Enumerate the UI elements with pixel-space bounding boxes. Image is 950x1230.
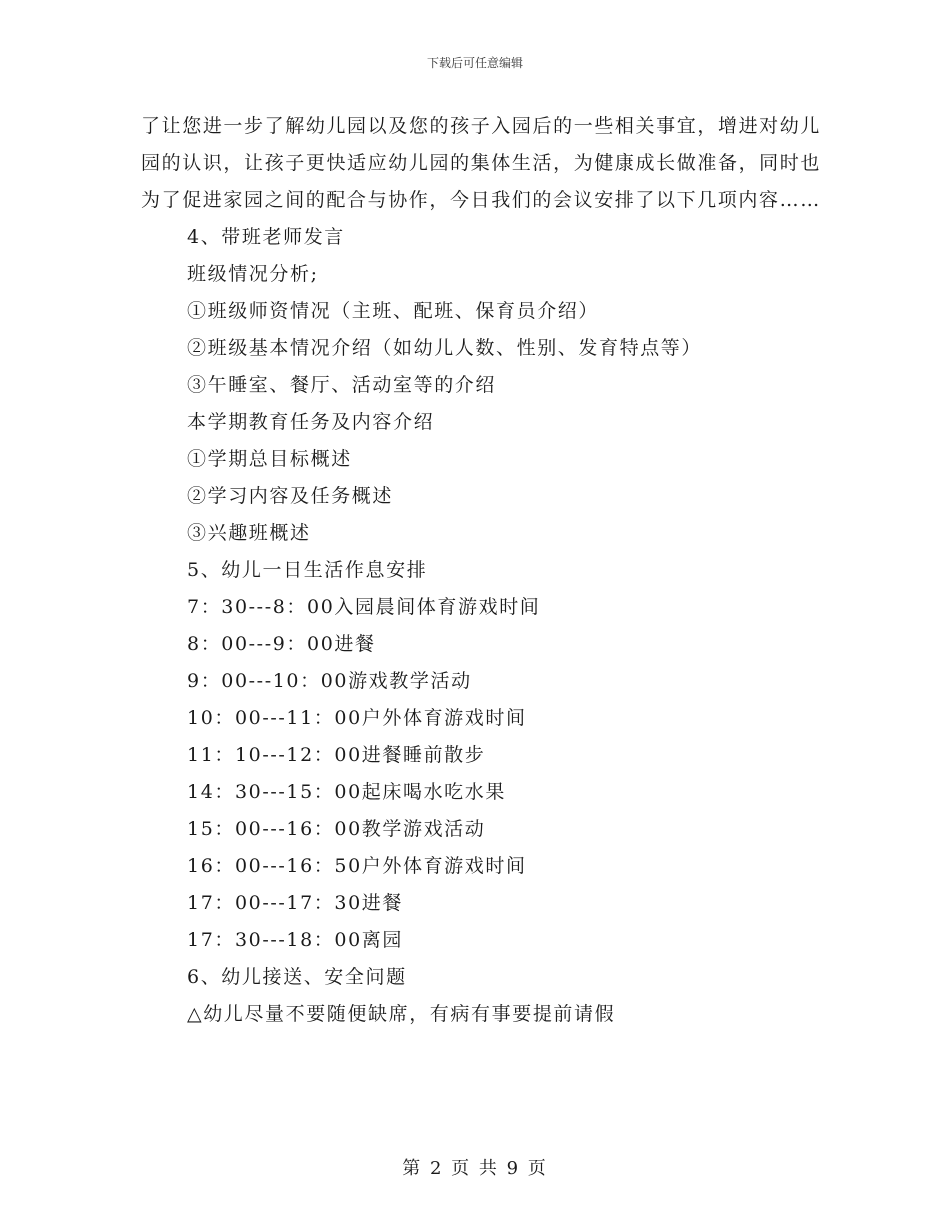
schedule-item: 17：00---17：30进餐 [187,892,403,914]
note-item: △幼儿尽量不要随便缺席，有病有事要提前请假 [187,1003,616,1025]
schedule-item: 15：00---16：00教学游戏活动 [187,818,486,840]
schedule-item: 8：00---9：00进餐 [187,633,376,655]
section-heading-4: 4、带班老师发言 [187,226,345,248]
section-heading-6: 6、幼儿接送、安全问题 [187,966,407,988]
intro-paragraph: 了让您进一步了解幼儿园以及您的孩子入园后的一些相关事宜，增进对幼儿园的认识，让孩子更快适应幼儿园的集体生活，为健康成长做准备，同时也为了促进家园之间的配合与协作，今日我们的会议安排了以下几项内容…… [141,115,821,211]
schedule-item: 11：10---12：00进餐睡前散步 [187,744,486,766]
list-item: ③午睡室、餐厅、活动室等的介绍 [187,374,497,396]
semester-tasks-heading: 本学期教育任务及内容介绍 [187,411,435,433]
list-item: ③兴趣班概述 [187,522,311,544]
section-heading-5: 5、幼儿一日生活作息安排 [187,559,428,581]
schedule-item: 14：30---15：00起床喝水吃水果 [187,781,506,803]
document-body [141,108,821,1033]
schedule-item: 7：30---8：00入园晨间体育游戏时间 [187,596,541,618]
schedule-item: 16：00---16：50户外体育游戏时间 [187,855,527,877]
list-item: ②班级基本情况介绍（如幼儿人数、性别、发育特点等） [187,337,703,359]
schedule-item: 9：00---10：00游戏教学活动 [187,670,472,692]
list-item: ①班级师资情况（主班、配班、保育员介绍） [187,300,600,322]
list-item: ②学习内容及任务概述 [187,485,394,507]
class-analysis-heading: 班级情况分析; [187,263,319,285]
list-item: ①学期总目标概述 [187,448,352,470]
schedule-item: 10：00---11：00户外体育游戏时间 [187,707,527,729]
page-footer: 第 2 页 共 9 页 [402,1158,548,1179]
content-lines [141,219,821,1033]
schedule-item: 17：30---18：00离园 [187,929,403,951]
page-header: 下载后可任意编辑 [426,56,523,70]
